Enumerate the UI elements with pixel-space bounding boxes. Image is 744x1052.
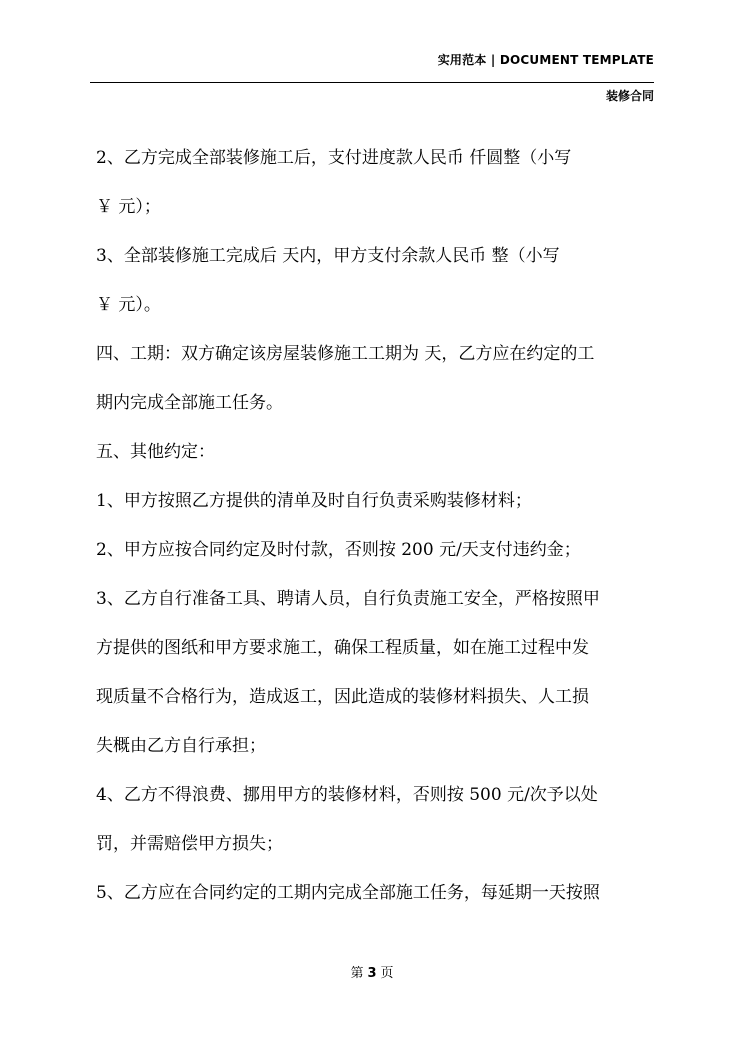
document-body [96,134,654,918]
body-line: 四、工期：双方确定该房屋装修施工工期为 天，乙方应在约定的工 [96,344,595,364]
body-line: 五、其他约定： [96,442,215,462]
header-divider [90,82,654,83]
page-number: 3 [367,966,377,981]
header-title: 实用范本 | DOCUMENT TEMPLATE [437,53,654,67]
header-subtitle: 装修合同 [605,89,654,103]
body-line: ￥ 元）。 [96,295,161,315]
body-line: 3、乙方自行准备工具、聘请人员，自行负责施工安全，严格按照甲 [96,589,600,609]
page-header [90,50,654,70]
body-line: 失概由乙方自行承担； [96,736,266,756]
body-line: 期内完成全部施工任务。 [96,393,283,413]
body-line: 罚，并需赔偿甲方损失； [96,834,283,854]
body-line: ￥ 元）； [96,197,161,217]
body-line: 3、全部装修施工完成后 天内，甲方支付余款人民币 整（小写 [96,246,560,266]
body-line: 5、乙方应在合同约定的工期内完成全部施工任务，每延期一天按照 [96,883,600,903]
page-footer [0,962,744,981]
body-line: 现质量不合格行为，造成返工，因此造成的装修材料损失、人工损 [96,687,589,707]
body-line: 2、乙方完成全部装修施工后，支付进度款人民币 仟圆整（小写 [96,148,572,168]
body-line: 4、乙方不得浪费、挪用甲方的装修材料，否则按 500 元/次予以处 [96,785,598,805]
footer-prefix: 第 [350,966,364,981]
body-line: 方提供的图纸和甲方要求施工，确保工程质量，如在施工过程中发 [96,638,589,658]
body-line: 1、甲方按照乙方提供的清单及时自行负责采购装修材料； [96,491,532,511]
footer-suffix: 页 [380,966,394,981]
body-line: 2、甲方应按合同约定及时付款，否则按 200 元/天支付违约金； [96,540,581,560]
